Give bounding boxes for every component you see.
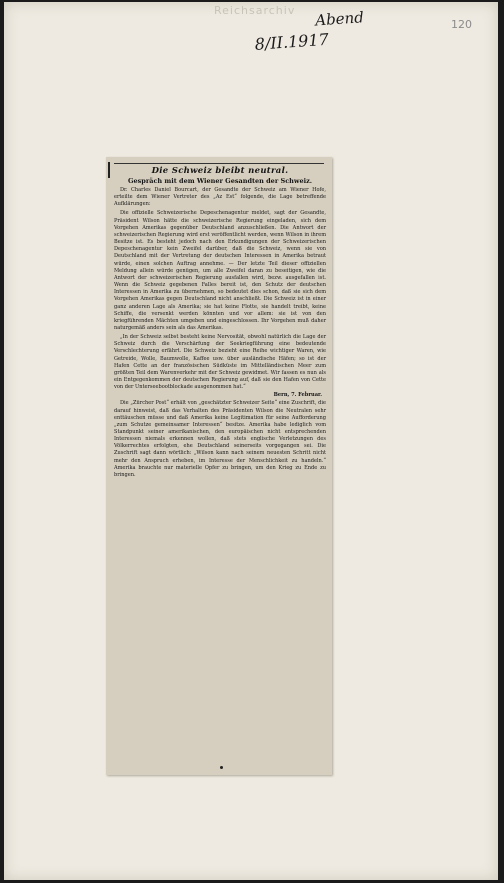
top-rule [114,163,324,164]
dateline: Bern, 7. Februar. [273,392,322,399]
article-paragraph: „In der Schweiz selbst besteht keine Nervosität, obwohl natürlich die Lage der Schweiz durch die Verschärfung der Seekriegführung eine bedeutende Verschlechterung erfährt. Die Schweiz bezieht eine Reihe wichtiger Waren, wie Getreide, Wolle, Baumwolle, Kaffee usw. über ausländische Häfen; so ist der Hafen Cette an der französischen Südküste im Mittelländischen Meer zum größten Teil dem Warenverkehr mit der Schweiz gewidmet. Wir fassen es nun als ein Entgegenkommen der deutschen Regierung auf, daß sie den Hafen von Cette von der Unterseebootblockade ausgenommen hat.“ [114,334,326,391]
handwritten-note [253,8,366,54]
archive-stamp: Reichsarchiv [214,4,296,17]
newspaper-clipping [106,157,332,775]
article-paragraph: Dr. Charles Daniel Bourcart, der Gesandte der Schweiz am Wiener Hofe, erteilte dem Wiener Vertreter des „Az Est“ folgende, die Lage betreffende Aufklärungen: [114,187,326,208]
end-mark [220,766,223,769]
article-paragraph: Die offizielle Schweizerische Depeschenagentur meldet, sagt der Gesandte, Präsident Wilson hätte die schweizerische Regierung eingeladen, sich dem Vorgehen Amerikas gegenüber Deutschland anzuschließen. Die Antwort der schweizerischen Regierung wird erst veröffentlicht werden, wenn Wilson in ihrem Besitze ist. Es besteht jedoch nach den Erkundigungen der Schweizerischen Depeschenagentur kein Zweifel darüber, daß die Schweiz, wenn sie von Deutschland mit der Vertretung der deutschen Interessen in Amerika betraut würde, einen solchen Auftrag annehme. — Der letzte Teil dieser offiziellen Meldung allein würde genügen, um alle Zweifel daran zu beseitigen, wie die Antwort der schweizerischen Regierung ausfallen wird, bezw. ausgefallen ist. Wenn die Schweiz gegebenen Falles bereit ist, den Schutz der deutschen Interessen in Amerika zu übernehmen, so bedeutet dies schon, daß sie sich dem Vorgehen Amerikas gegen Deutschland nicht anschließt. Die Schweiz ist in einer ganz anderen Lage als Amerika; sie hat keine Flotte, sie handelt treibt, keine Schiffe, die versenkt werden könnten und vor allem: sie ist von den kriegführenden Mächten umgeben und eingeschlossen. Ihr Vorgehen muß daher naturgemäß anders sein als das Amerikas. [114,210,326,331]
clipping-edge-mark [108,162,110,178]
handwritten-date: 8/II.1917 [254,29,330,54]
article-title: Die Schweiz bleibt neutral. [151,166,289,176]
handwritten-edition: Abend [314,8,365,30]
article-paragraph: Die „Zürcher Post“ erhält von „geschätzter Schweizer Seite“ eine Zuschrift, die darauf hinweist, daß das Verhalten des Präsidenten Wilson die Neutralen sehr enttäuschen müsse und daß Amerika keine Legitimation für seine Aufforderung „zum Schutze gemeinsamer Interessen“ besitze. Amerika habe lediglich vom Standpunkt seiner amerikanischen, den europäischen nicht entsprechenden Interessen niemals erkennen wollen, daß stets englische Verletzungen des Völkerrechtes erfolgten, ehe Deutschland seinerseits vorgegangen sei. Die Zuschrift sagt dann wörtlich: „Wilson kann nach seinem neuesten Schritt nicht mehr den Anspruch erheben, im Interesse der Menschlichkeit zu handeln.“ Amerika brauchte nur materielle Opfer zu bringen, um den Krieg zu Ende zu bringen. [114,400,326,478]
folio-number: 120 [451,18,472,31]
article-subtitle: Gespräch mit dem Wiener Gesandten der Schweiz. [127,177,313,185]
